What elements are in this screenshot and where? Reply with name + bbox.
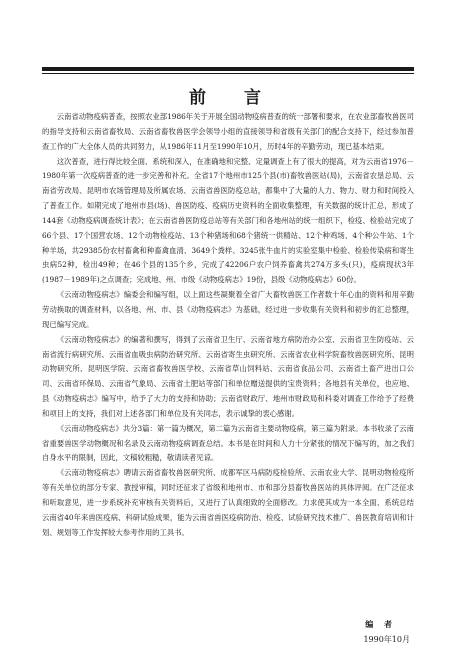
paragraph-1: 云南省动物疫病普查，按照农业部1986年关于开展全国动物疫病普查的统一部署和要求，在农业部畜牧兽医司的指导支持和云南省畜牧局、云南省畜牧兽医学会领导小组的直接领导和省级有关部门的配合支持下，经过参加普查工作的广大全体人员的共同努力，从1986年11月至1990年10月，历时4年的辛勤劳动，现已基本结束。 <box>42 112 414 151</box>
signature-date: 1990年10月 <box>363 635 410 644</box>
paragraph-6: 《云南动物疫病志》聘请云南省畜牧兽医研究所、成都军区马病防疫检验所、云南农业大学、昆明动物检疫所等有关单位的部分专家、教授审稿，同时还征求了省级和地州市、市和部分县畜牧兽医站的具体评阅。在广泛征求和听取意见，进一步系统补充审核有关资料后，又进行了认真细致的全面修改。力求使其成为一本全面、系统总结云南省40年来兽医疫病、科研试验成果，能为云南省兽医疫病防治、检疫、试验研究技术推广、兽医教育培训和计划、规划等工作发挥较大参考作用的工具书。 <box>42 468 414 537</box>
paragraph-5: 《云南动物疫病志》共分3篇：第一篇为概况，第二篇为云南省主要动物疫病，第三篇为附录。本书收录了云南省重要兽医学动物概况和名录及云南动物疫病调查总结。本书是在时间和人力十分紧张的情况下编写的，加之我们自身水平的限制，因此，文稿较粗糙，敬请读者见谅。 <box>42 423 414 463</box>
page-title: 前 言 <box>189 88 277 108</box>
header-rule-thin <box>42 73 414 74</box>
paragraph-2: 这次普查，进行得比较全面、系统和深入，在准确地和完整、定量调查上有了很大的提高，对为云南省1976－1980年第一次疫病普查的进一步完善和补充。全省17个地州市125个县(市)畜牧兽医站(局)，云南省农垦总局、云南省劳改局、昆明市农场管理局及所属农场、云南省兽医防疫总站，都集中了大量的人力、物力、财力和时间投入了普查工作。如期完成了地州市县(场)、兽医防疫、疫病历史资料的全面收集整理，有关数据的统计汇总，形成了144套《动物疫病调查统计表》；在云南省兽医防疫总站等有关部门和各地州站的统一组织下，检疫、检验站完成了66个县、17个国营农场、12个动物检疫站、13个种猪场和68个猪统一供精站、12个种鸡场、4个种公牛站、1个种羊场，共29385份农村畜禽和种畜禽血清、3649个粪样、3245张牛血片的实验室集中检验、检验传染病和寄生虫病52种，检出49种；在46个县的135个乡，完成了42206户农户饲养畜禽共274万多头(只)，疫病现状3年(1987－1989年)之点调查；完成地、州、市级《动物疫病志》19份，县级《动物疫病志》60份。 <box>42 156 414 285</box>
paragraph-4: 《云南动物疫病志》的编著和撰写，得到了云南省卫生厅、云南省地方病防治办公室、云南省卫生防疫站、云南省流行病研究所、云南省血吸虫病防治研究所、云南省寄生虫研究所、云南省农业科学院畜牧兽医研究所、昆明动物研究所、昆明医学院、云南省畜牧兽医学校、云南省草山饲料站、云南省食品公司、云南省土畜产进出口公司、云南省环保局、云南省气象局、云南省土肥站等部门和单位赠送提供的宝贵资料；各地县有关单位，也应地、县《动物疫病志》编写中，给予了大力的支持和协助；云南省财政厅、地州市财政局和科委对调查工作给予了经费和项目上的支持，我们对上述各部门和单位及有关同志，表示诚挚的衷心感谢。 <box>42 334 414 418</box>
signature-editor: 编 者 <box>365 620 396 629</box>
paragraph-3: 《云南动物疫病志》编委会和编写组，以上面这些凝聚着全省广大畜牧兽医工作者数十年心血的资料和用辛勤劳动换取的调查材料，以各地、州、市、县《动物疫病志》为基础，经过进一步收集有关资料和初步的汇总整理，现已编写完成。 <box>42 290 414 329</box>
header-rule-thick <box>42 67 414 71</box>
preface-body <box>42 110 414 540</box>
